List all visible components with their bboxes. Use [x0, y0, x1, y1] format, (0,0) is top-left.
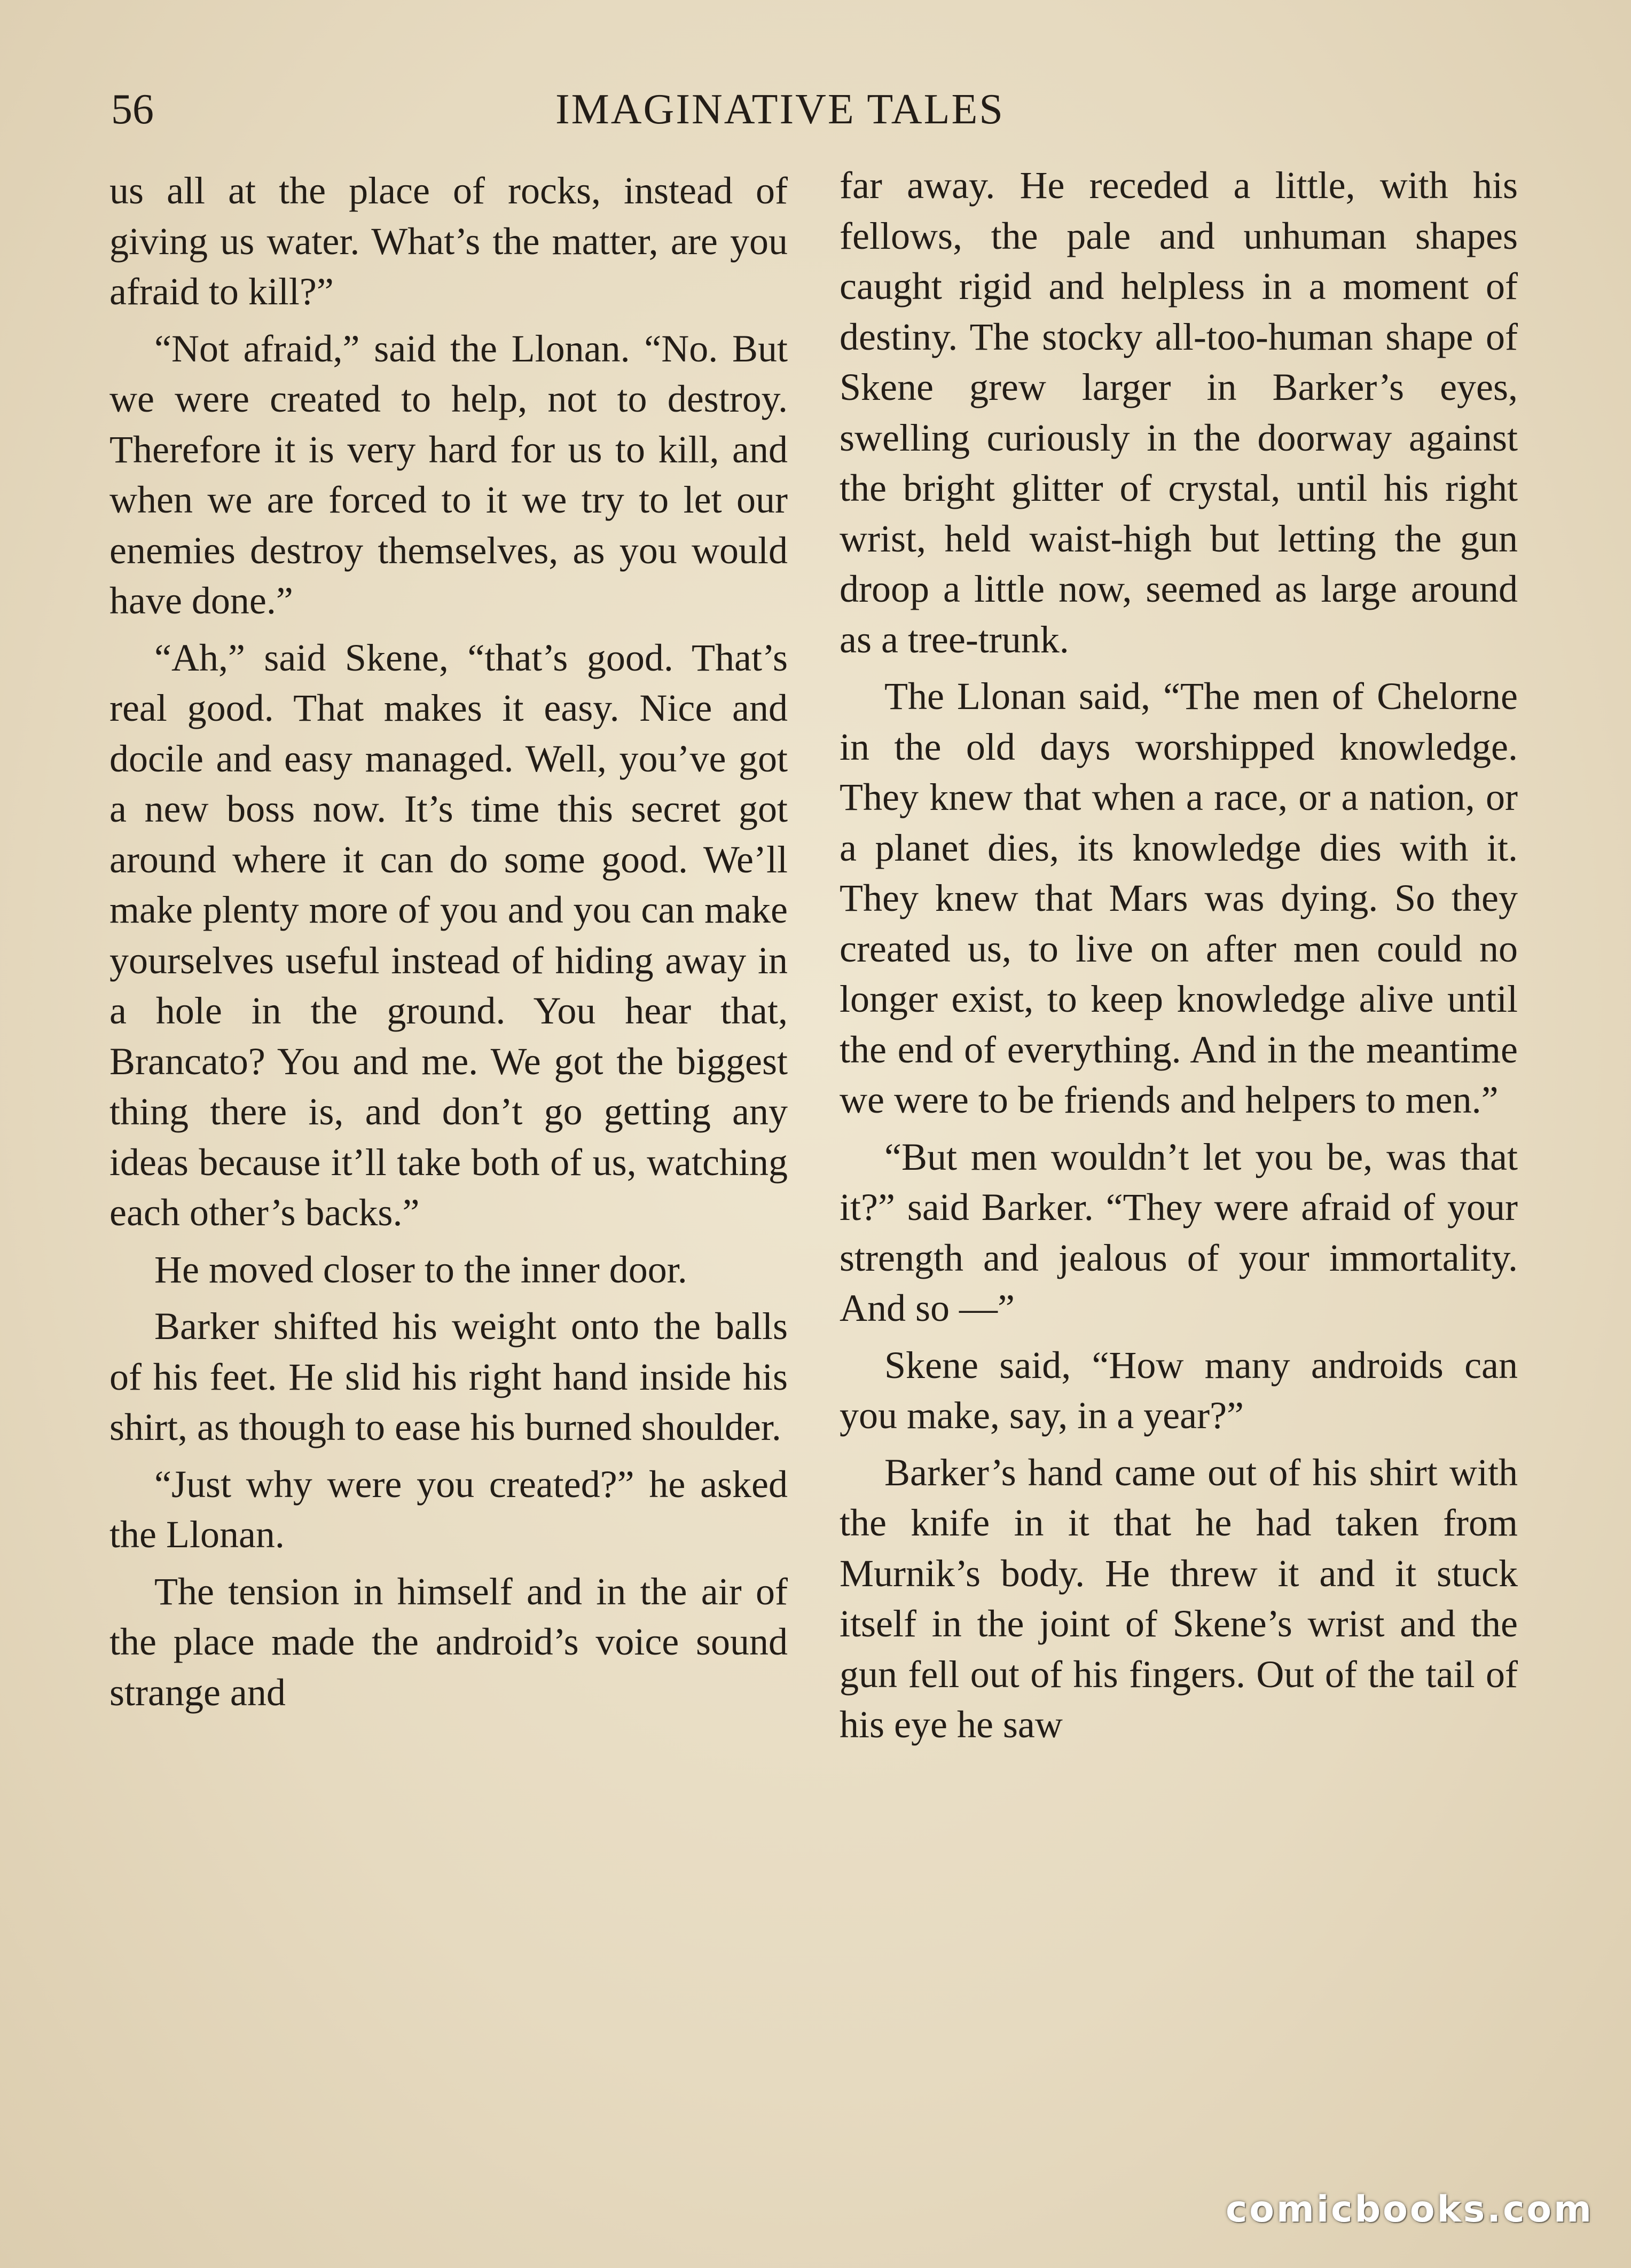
left-paragraph-5: Barker shifted his weight onto the balls of his feet. He slid his right hand inside his shirt, as though to ease his burned shoulder. [109, 1305, 788, 1448]
right-paragraph-3: “But men wouldn’t let you be, was that it?” said Barker. “They were afraid of your strength and jealous of your immortality. And so —” [840, 1135, 1518, 1329]
left-paragraph-6: “Just why were you created?” he asked the Llonan. [109, 1462, 788, 1556]
right-paragraph-4: Skene said, “How many androids can you make, say, in a year?” [840, 1343, 1518, 1437]
right-column [840, 160, 1518, 2104]
page-header [0, 80, 1631, 139]
left-paragraph-3: “Ah,” said Skene, “that’s good. That’s real good. That makes it easy. Nice and docile and easy managed. Well, you’ve got a new boss now. It’s time this secret got around where it can do some good. We’ll make plenty more of you and you can make yourselves useful instead of hiding away in a hole in the ground. You hear that, Brancato? You and me. We got the biggest thing there is, and don’t go getting any ideas because it’ll take both of us, watching each other’s backs.” [109, 636, 788, 1234]
left-paragraph-7: The tension in himself and in the air of the place made the android’s voice sound strange and [109, 1570, 788, 1714]
left-paragraph-2: “Not afraid,” said the Llonan. “No. But we were created to help, not to destroy. Therefore it is very hard for us to kill, and when we are forced to it we try to let our enemies destroy themselves, as you would have done.” [109, 327, 788, 622]
site-watermark: comicbooks.com [1225, 2188, 1594, 2231]
page-number: 56 [111, 86, 154, 133]
right-paragraph-5: Barker’s hand came out of his shirt with the knife in it that he had taken from Murnik’s body. He threw it and it stuck itself in the joint of Skene’s wrist and the gun fell out of his fingers. Out of the tail of his eye he saw [840, 1451, 1518, 1746]
right-paragraph-1: far away. He receded a little, with his fellows, the pale and unhuman shapes caught rigid and helpless in a moment of destiny. The stocky all-too-human shape of Skene grew larger in Barker’s eyes, swelling curiously in the doorway against the bright glitter of crystal, until his right wrist, held waist-high but letting the gun droop a little now, seemed as large around as a tree-trunk. [840, 164, 1518, 661]
left-column [109, 166, 788, 2109]
running-title: IMAGINATIVE TALES [555, 86, 1005, 133]
left-paragraph-4: He moved closer to the inner door. [154, 1248, 687, 1291]
right-paragraph-2: The Llonan said, “The men of Chelorne in the old days worshipped knowledge. They knew that when a race, or a nation, or a planet dies, its knowledge dies with it. They knew that Mars was dying. So they created us, to live on after men could no longer exist, to keep knowledge alive until the end of everything. And in the meantime we were to be friends and helpers to men.” [840, 675, 1518, 1121]
left-paragraph-1: us all at the place of rocks, instead of giving us water. What’s the matter, are you afraid to kill?” [109, 169, 788, 313]
